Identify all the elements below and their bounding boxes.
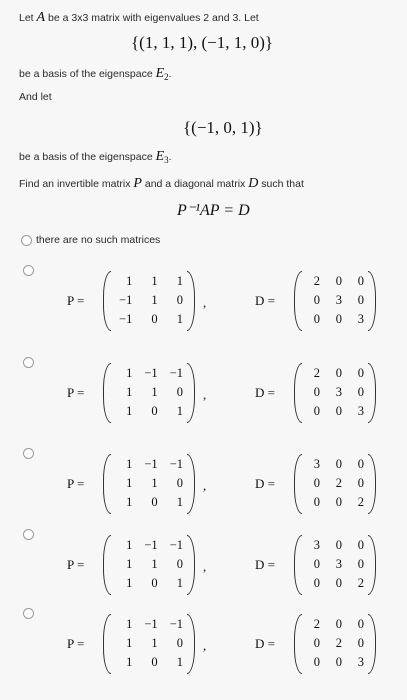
right-paren [187,454,195,514]
matrix-cell: 2 [335,636,342,650]
matrix-cell: 0 [357,274,364,288]
right-paren [187,535,195,595]
matrix-cell: 1 [126,274,133,288]
matrix-cell: 1 [176,404,183,418]
d-label: D = [255,476,275,491]
p-matrix [103,271,195,331]
matrix-cell: 3 [313,538,320,552]
comma-separator: , [203,478,207,493]
option-no-matrices-label[interactable]: there are no such matrices [36,234,161,246]
matrix-cell: 0 [335,617,342,631]
matrix-cell: 0 [151,576,158,590]
matrix-cell: 3 [357,404,364,418]
find-line: Find an invertible matrix P and a diagonal matrix D such that [19,176,304,191]
matrix-cell: −1 [144,538,158,552]
d-label: D = [255,557,275,572]
matrix-cell: 0 [357,385,364,399]
and-let-text: And let [19,91,52,103]
matrix-cell: 0 [357,476,364,490]
matrix-cell: 2 [313,366,320,380]
matrix-cell: 0 [151,655,158,669]
matrix-cell: 2 [313,617,320,631]
matrix-cell: 1 [176,495,183,509]
p-matrix [103,454,195,514]
matrix-cell: 1 [126,636,133,650]
matrix-cell: 0 [176,293,183,307]
matrix-cell: 0 [335,366,342,380]
matrix-cell: 2 [313,274,320,288]
matrix-cell: 1 [151,385,158,399]
matrix-cell: −1 [169,457,183,471]
left-paren [103,614,111,674]
matrix-cell: 0 [357,538,364,552]
e3-basis: {(−1, 0, 1)} [183,118,263,137]
matrix-cell: 1 [176,312,183,326]
p-matrix [103,535,195,595]
d-label: D = [255,636,275,651]
matrix-cell: −1 [169,538,183,552]
matrix-cell: 0 [313,476,320,490]
matrix-cell: 3 [313,457,320,471]
matrix-cell: 1 [176,655,183,669]
right-paren [368,535,376,595]
p-label: P = [67,476,85,491]
d-label: D = [255,385,275,400]
comma-separator: , [203,559,207,574]
matrix-cell: −1 [144,457,158,471]
e3-line: be a basis of the eigenspace $E_3$. [19,149,172,166]
matrix-a-symbol: A [36,10,46,25]
p-label: P = [67,636,85,651]
matrix-cell: −1 [169,366,183,380]
matrix-cell: 0 [357,457,364,471]
matrix-cell: 1 [126,476,133,490]
matrix-cell: 0 [335,495,342,509]
matrix-cell: 1 [126,404,133,418]
matrix-cell: 0 [357,366,364,380]
right-paren [368,454,376,514]
matrix-cell: 1 [126,617,133,631]
p-label: P = [67,293,85,308]
matrix-cell: 3 [335,385,342,399]
matrix-cell: 0 [335,538,342,552]
matrix-cell: 0 [335,312,342,326]
matrix-cell: −1 [119,312,133,326]
matrix-cell: 0 [313,312,320,326]
matrix-cell: 1 [151,293,158,307]
option-radio-2[interactable] [23,357,34,368]
matrix-cell: 0 [313,293,320,307]
left-paren [294,614,302,674]
matrix-cell: 0 [151,312,158,326]
p-matrix [103,614,195,674]
right-paren [368,271,376,331]
matrix-cell: 0 [176,476,183,490]
left-paren [294,271,302,331]
matrix-cell: 3 [335,293,342,307]
matrix-cell: 1 [126,457,133,471]
matrix-cell: 1 [151,274,158,288]
matrix-cell: 3 [335,557,342,571]
option-radio-no-matrices[interactable] [21,235,32,246]
matrix-cell: 0 [357,293,364,307]
right-paren [187,363,195,423]
matrix-cell: −1 [169,617,183,631]
matrix-cell: 0 [313,576,320,590]
matrix-cell: 2 [335,476,342,490]
matrix-cell: 0 [335,457,342,471]
matrix-cell: 0 [151,495,158,509]
matrix-cell: 1 [151,476,158,490]
p-label: P = [67,385,85,400]
matrix-cell: 1 [126,495,133,509]
matrix-cell: 0 [176,636,183,650]
matrix-cell: 0 [151,404,158,418]
d-matrix [294,271,376,331]
p-matrix [103,363,195,423]
main-equation: P⁻¹AP = D [177,202,250,219]
comma-separator: , [203,387,207,402]
option-radio-5[interactable] [23,608,34,619]
matrix-cell: 0 [313,636,320,650]
d-label: D = [255,293,275,308]
matrix-cell: 0 [335,576,342,590]
matrix-cell: 0 [335,655,342,669]
left-paren [294,535,302,595]
left-paren [103,271,111,331]
comma-separator: , [203,295,207,310]
option-radio-4[interactable] [23,529,34,540]
d-matrix [294,363,376,423]
p-label: P = [67,557,85,572]
matrix-cell: 1 [126,655,133,669]
matrix-cell: 1 [126,385,133,399]
matrix-cell: 0 [313,655,320,669]
left-paren [103,454,111,514]
d-matrix [294,454,376,514]
matrix-cell: 0 [335,404,342,418]
right-paren [187,614,195,674]
matrix-cell: −1 [119,293,133,307]
matrix-cell: 3 [357,312,364,326]
matrix-cell: 1 [176,274,183,288]
matrix-cell: 1 [126,538,133,552]
matrix-cell: 0 [357,636,364,650]
matrix-cell: 3 [357,655,364,669]
d-matrix [294,535,376,595]
e2-line: be a basis of the eigenspace $E_2$. [19,66,172,83]
matrix-cell: 0 [176,557,183,571]
matrix-cell: 1 [176,576,183,590]
matrix-cell: 1 [151,636,158,650]
option-radio-1[interactable] [23,265,34,276]
left-paren [294,363,302,423]
matrix-cell: 1 [126,366,133,380]
matrix-cell: 0 [313,385,320,399]
matrix-cell: 0 [357,617,364,631]
right-paren [368,614,376,674]
matrix-cell: 2 [357,495,364,509]
intro-line: Let A be a 3x3 matrix with eigenvalues 2 and 3. Let [19,10,259,25]
matrix-cell: 1 [126,557,133,571]
left-paren [103,363,111,423]
e2-basis: {(1, 1, 1), (−1, 1, 0)} [131,33,274,52]
d-matrix [294,614,376,674]
matrix-cell: 0 [313,495,320,509]
matrix-cell: 1 [126,576,133,590]
matrix-cell: 0 [313,404,320,418]
right-paren [368,363,376,423]
matrix-cell: 0 [335,274,342,288]
right-paren [187,271,195,331]
left-paren [294,454,302,514]
matrix-cell: 0 [313,557,320,571]
comma-separator: , [203,638,207,653]
matrix-cell: 0 [176,385,183,399]
matrix-cell: 1 [151,557,158,571]
option-radio-3[interactable] [23,448,34,459]
matrix-cell: 2 [357,576,364,590]
matrix-cell: −1 [144,366,158,380]
matrix-cell: −1 [144,617,158,631]
left-paren [103,535,111,595]
matrix-cell: 0 [357,557,364,571]
